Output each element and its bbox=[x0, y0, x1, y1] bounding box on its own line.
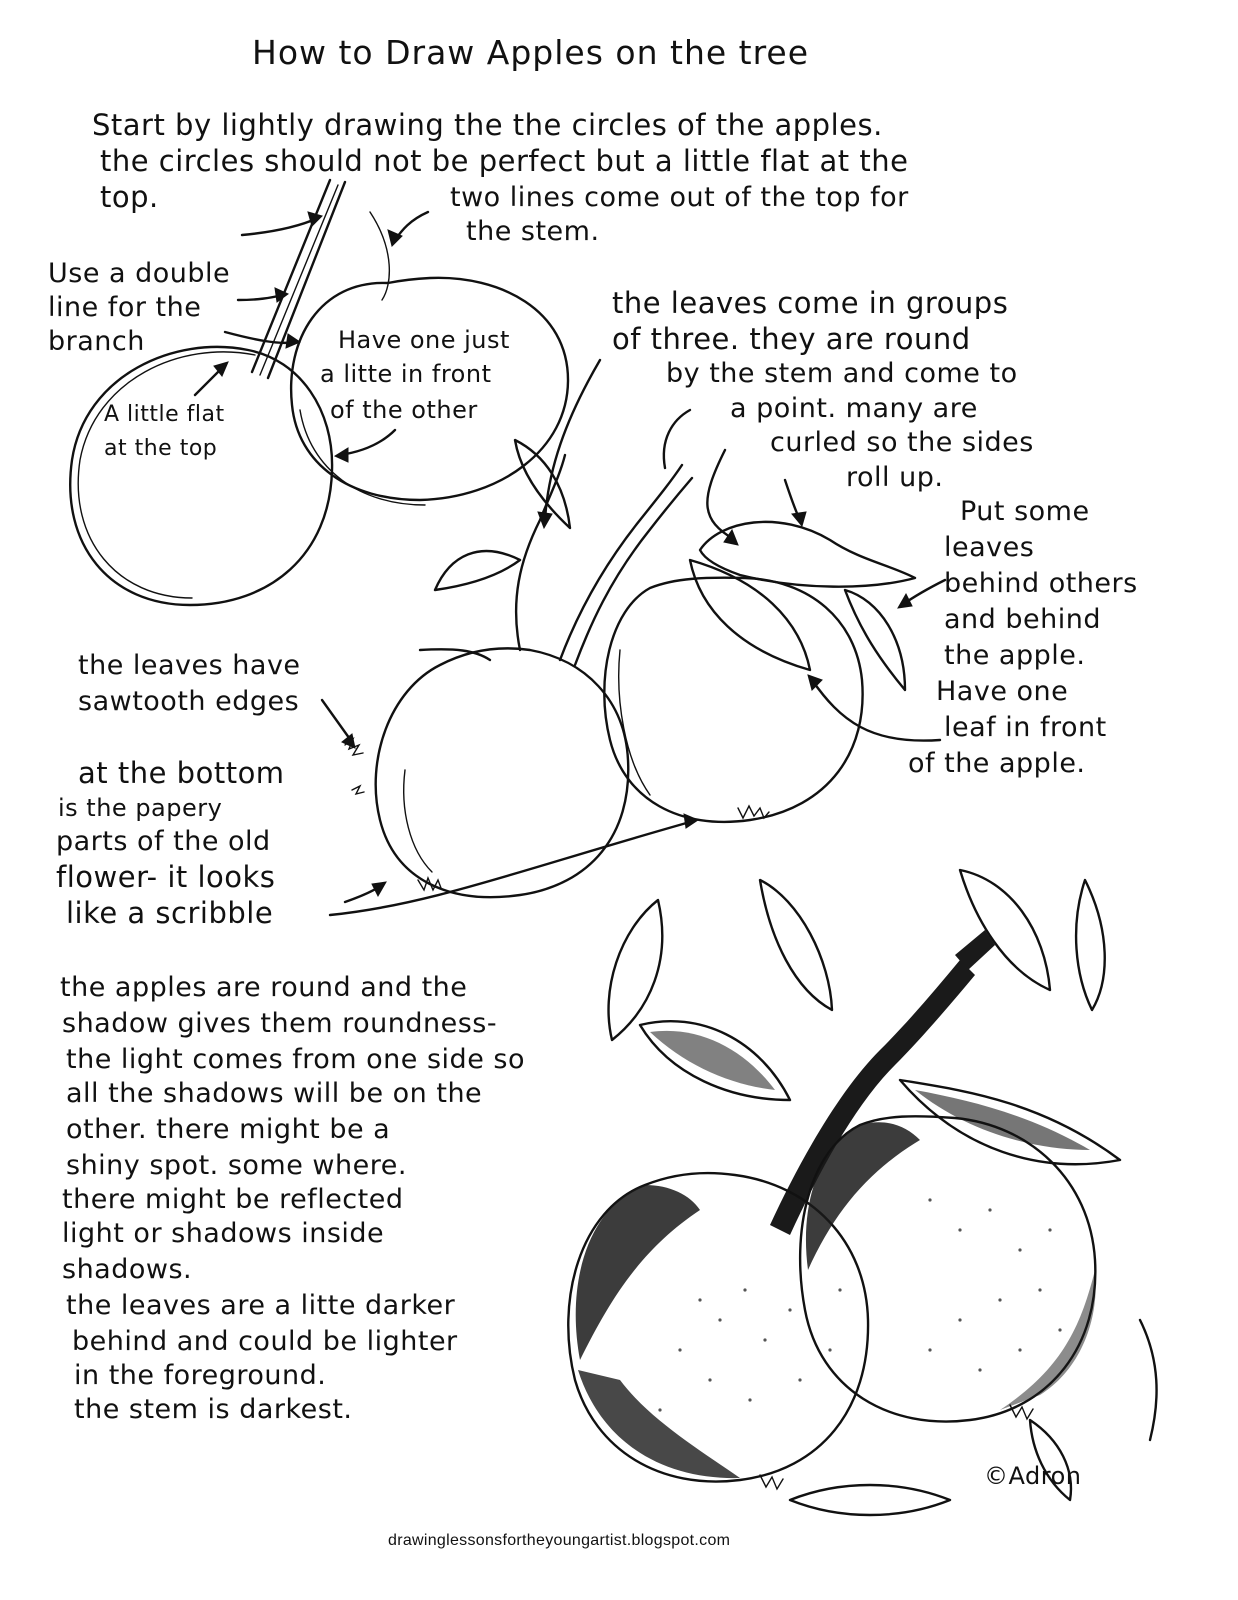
behind-line: Put some bbox=[960, 496, 1090, 527]
front-note-line: a litte in front bbox=[320, 360, 492, 388]
branch-note-line: Use a double bbox=[48, 258, 231, 289]
leaves-groups-line: curled so the sides bbox=[770, 427, 1034, 458]
flat-top-line: at the top bbox=[104, 436, 218, 461]
shading-line: the leaves are a litte darker bbox=[66, 1290, 456, 1321]
leaves-groups-line: of three. they are round bbox=[612, 322, 971, 356]
bottom-line: at the bottom bbox=[78, 756, 285, 790]
behind-line: behind others bbox=[944, 568, 1138, 599]
bottom-line: parts of the old bbox=[56, 826, 271, 857]
bottom-line: like a scribble bbox=[66, 896, 274, 930]
shading-line: behind and could be lighter bbox=[72, 1326, 458, 1357]
branch-note-line: line for the bbox=[48, 292, 202, 323]
shading-line: the stem is darkest. bbox=[74, 1394, 353, 1425]
intro-line: Start by lightly drawing the the circles of the apples. bbox=[92, 108, 883, 142]
shading-line: shadow gives them roundness- bbox=[62, 1008, 498, 1039]
leaves-groups-line: by the stem and come to bbox=[666, 358, 1018, 389]
finished-apples-drawing bbox=[568, 870, 1156, 1515]
front-note-line: Have one just bbox=[338, 326, 510, 354]
flat-top-line: A little flat bbox=[104, 402, 225, 427]
intro-line: the circles should not be perfect but a little flat at the bbox=[100, 144, 909, 178]
behind-line: leaves bbox=[944, 532, 1035, 563]
stem-note-line: two lines come out of the top for bbox=[450, 182, 909, 213]
branch-note-line: branch bbox=[48, 326, 145, 357]
shading-line: in the foreground. bbox=[74, 1360, 327, 1391]
shading-line: shiny spot. some where. bbox=[66, 1150, 407, 1181]
shading-line: light or shadows inside bbox=[62, 1218, 385, 1249]
bottom-line: flower- it looks bbox=[56, 860, 276, 894]
front-note-line: of the other bbox=[330, 396, 478, 424]
shading-line: the apples are round and the bbox=[60, 972, 468, 1003]
artist-signature: ©Adron bbox=[984, 1462, 1082, 1490]
footer-url: drawinglessonsfortheyoungartist.blogspot.com bbox=[388, 1532, 731, 1549]
bottom-line: is the papery bbox=[58, 794, 223, 822]
behind-line: leaf in front bbox=[944, 712, 1107, 743]
intro-line: top. bbox=[100, 180, 159, 214]
stem-note-line: the stem. bbox=[466, 216, 600, 247]
behind-line: and behind bbox=[944, 604, 1101, 635]
behind-line: the apple. bbox=[944, 640, 1086, 671]
leaves-groups-line: roll up. bbox=[846, 462, 944, 493]
shading-line: shadows. bbox=[62, 1254, 193, 1285]
shading-line: there might be reflected bbox=[62, 1184, 404, 1215]
shading-line: the light comes from one side so bbox=[66, 1044, 525, 1075]
behind-line: Have one bbox=[936, 676, 1069, 707]
sawtooth-line: sawtooth edges bbox=[78, 686, 300, 717]
page-title: How to Draw Apples on the tree bbox=[252, 33, 810, 72]
leaves-groups-line: the leaves come in groups bbox=[612, 286, 1009, 320]
behind-line: of the apple. bbox=[908, 748, 1086, 779]
leaves-groups-line: a point. many are bbox=[730, 393, 978, 424]
sawtooth-line: the leaves have bbox=[78, 650, 301, 681]
shading-line: other. there might be a bbox=[66, 1114, 391, 1145]
shading-line: all the shadows will be on the bbox=[66, 1078, 483, 1109]
